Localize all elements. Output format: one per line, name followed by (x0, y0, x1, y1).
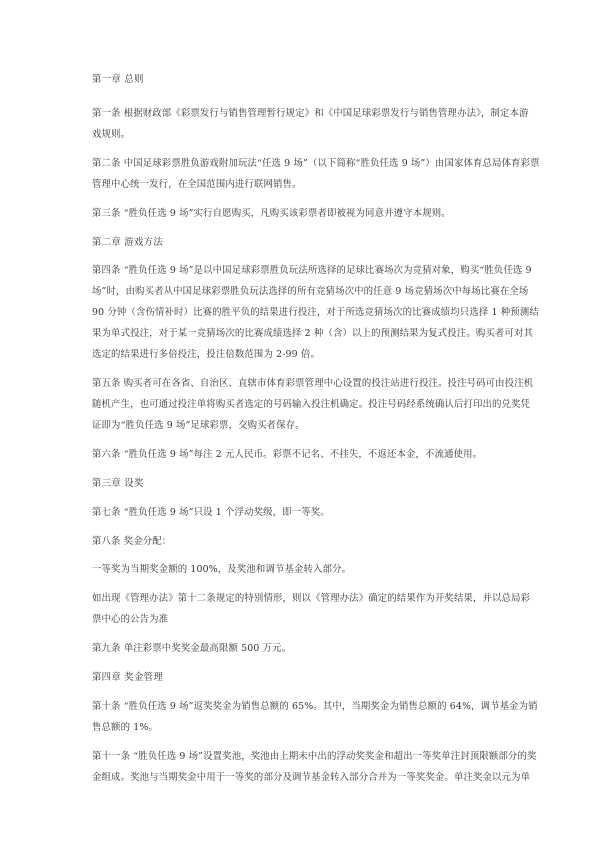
article-10-line-2: 售总额的 1%。 (92, 722, 158, 733)
article-4-line-1: 第四条 “胜负任选 9 场”是以中国足球彩票胜负玩法所选择的足球比赛场次为竞猜对象，购买“胜负任选 9 (92, 265, 532, 276)
article-4-line-4: 果为单式投注，对于某一竞猜场次的比赛成绩选择 2 种（含）以上的预测结果为复式投注。购买者可对其 (92, 328, 534, 339)
article-5-line-3: 证即为“胜负任选 9 场”足球彩票，交购买者保存。 (92, 420, 305, 431)
article-9-line-1: 第九条 单注彩票中奖奖金最高限额 500 万元。 (92, 643, 292, 654)
article-6-line-1: 第六条 “胜负任选 9 场”每注 2 元人民币。彩票不记名、不挂失，不返还本金，不流通使用。 (92, 449, 483, 460)
special-case-line-2: 票中心的公告为准 (92, 614, 169, 625)
article-7-line-1: 第七条 “胜负任选 9 场”只设 1 个浮动奖级，即一等奖。 (92, 507, 330, 518)
special-case-line-1: 如出现《管理办法》第十二条规定的特别情形，则以《管理办法》确定的结果作为开奖结果，并以总局彩 (92, 593, 531, 604)
article-4-line-3: 90 分钟（含伤情补时）比赛的胜平负的结果进行投注，对于所选竞猜场次的比赛成绩均只选择 1 种预测结 (92, 307, 539, 318)
chapter-2-heading: 第二章 游戏方法 (92, 237, 164, 248)
article-1-line-2: 戏规则。 (92, 129, 131, 140)
article-2-line-1: 第二条 中国足球彩票胜负游戏附加玩法“任选 9 场”（以下简称“胜负任选 9 场”）由国家体育总局体育彩票 (92, 158, 540, 169)
article-3-line-1: 第三条 “胜负任选 9 场”实行自愿购买，凡购买该彩票者即被视为同意并遵守本规则。 (92, 208, 451, 219)
chapter-3-heading: 第三章 设奖 (92, 478, 144, 489)
chapter-4-heading: 第四章 奖金管理 (92, 672, 164, 683)
article-4-line-5: 选定的结果进行多倍投注，投注倍数范围为 2-99 倍。 (92, 349, 320, 360)
article-5-line-2: 随机产生，也可通过投注单将购买者选定的号码输入投注机确定。投注号码经系统确认后打印出的兑奖凭 (92, 399, 531, 410)
chapter-1-heading: 第一章 总则 (92, 74, 144, 85)
article-1-line-1: 第一条 根据财政部《彩票发行与销售管理暂行规定》和《中国足球彩票发行与销售管理办法》，制定本游 (92, 108, 529, 119)
article-2-line-2: 管理中心统一发行，在全国范围内进行联网销售。 (92, 179, 302, 190)
article-11-line-1: 第十一条 “胜负任选 9 场”设置奖池，奖池由上期未中出的浮动奖奖金和超出一等奖单注封顶限额部分的奖 (92, 751, 537, 762)
prize-distribution-line: 一等奖为当期奖金额的 100%，及奖池和调节基金转入部分。 (92, 564, 352, 575)
article-10-line-1: 第十条 “胜负任选 9 场”返奖奖金为销售总额的 65%。其中，当期奖金为销售总额的 64%，调节基金为销 (92, 701, 538, 712)
article-4-line-2: 场”时，由购买者从中国足球彩票胜负玩法选择的所有竞猜场次中的任意 9 场竞猜场次中每场比赛在全场 (92, 286, 529, 297)
article-11-line-2: 金组成。奖池与当期奖金中用于一等奖的部分及调节基金转入部分合并为一等奖奖金。单注奖金以元为单 (92, 772, 531, 783)
article-5-line-1: 第五条 购买者可在各省、自治区、直辖市体育彩票管理中心设置的投注站进行投注。投注号码可由投注机 (92, 378, 534, 389)
article-8-line-1: 第八条 奖金分配： (92, 536, 172, 547)
